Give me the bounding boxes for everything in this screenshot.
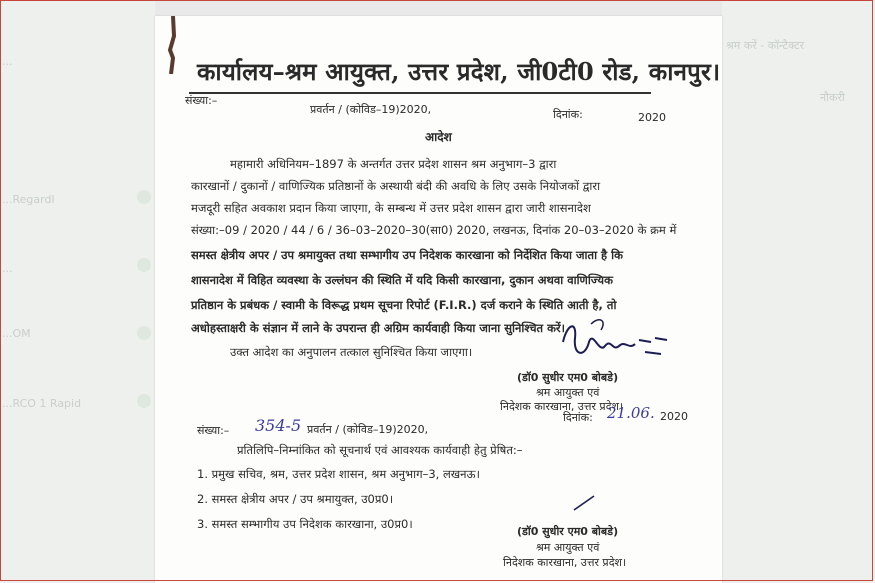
signatory-name: (डॉ0 सुधीर एम0 बोबडे) — [517, 371, 619, 384]
body-line: समस्त क्षेत्रीय अपर / उप श्रमायुक्त तथा सम्भागीय उप निदेशक कारखाना को निर्देशित किया जाता है कि — [191, 248, 623, 262]
background-text: ...RCO 1 Rapid — [2, 397, 82, 410]
signatory-2-designation: श्रम आयुक्त एवं — [536, 541, 600, 554]
copy-date-year: 2020 — [660, 410, 688, 423]
signatory-2-name: (डॉ0 सुधीर एम0 बोबडे) — [517, 525, 619, 538]
office-header: कार्यालय–श्रम आयुक्त, उत्तर प्रदेश, जी0टी0 रोड, कानपुर। — [197, 57, 721, 86]
background-text: श्रम करें - कॉन्टैक्टर — [726, 39, 805, 52]
background-text: ... — [2, 262, 13, 275]
body-line: महामारी अधिनियम–1897 के अन्तर्गत उत्तर प्रदेश शासन श्रम अनुभाग–3 द्वारा — [230, 157, 557, 171]
background-text: नौकरी — [820, 91, 845, 104]
order-title: आदेश — [425, 130, 452, 144]
copy-date-label: दिनांक: — [563, 411, 593, 424]
body-line: शासनादेश में विहित व्यवस्था के उल्लंघन की स्थिति में यदि किसी कारखाना, दुकान अथवा वाणिज्यिक — [191, 273, 613, 287]
body-line: मजदूरी सहित अवकाश प्रदान किया जाएगा, के सम्बन्ध में उत्तर प्रदेश शासन द्वारा जारी शासनादेश — [191, 201, 591, 215]
copy-number-label: संख्या:– — [197, 424, 230, 437]
compliance-line: उक्त आदेश का अनुपालन तत्काल सुनिश्चित किया जाएगा। — [230, 345, 473, 359]
recipient-item: 2. समस्त क्षेत्रीय अपर / उप श्रमायुक्त, उ0प्र0। — [197, 492, 394, 506]
date-year: 2020 — [638, 111, 666, 124]
signatory-designation: निदेशक कारखाना, उत्तर प्रदेश। — [500, 400, 624, 413]
handwritten-number: 354-5 — [255, 416, 302, 435]
body-line: कारखानों / दुकानों / वाणिज्यिक प्रतिष्ठानों के अस्थायी बंदी की अवधि के लिए उसके नियोजकों द्वारा — [191, 179, 601, 193]
background-text: ...OM — [2, 327, 31, 340]
recipient-item: 1. प्रमुख सचिव, श्रम, उत्तर प्रदेश शासन, श्रम अनुभाग–3, लखनऊ। — [197, 467, 480, 481]
date-label: दिनांक: — [553, 108, 583, 121]
number-label: संख्या:– — [185, 94, 218, 107]
signatory-designation: श्रम आयुक्त एवं — [536, 386, 600, 399]
background-text: ... — [2, 55, 13, 68]
body-line: प्रतिष्ठान के प्रबंधक / स्वामी के विरूद्ध प्रथम सूचना रिपोर्ट (F.I.R.) दर्ज कराने के स्थिति आती है, तो — [191, 298, 617, 312]
body-line: अधोहस्ताक्षरी के संज्ञान में लाने के उपरान्त ही अग्रिम कार्यवाही किया जाना सुनिश्चित करें। — [191, 321, 565, 335]
handwritten-date: 21.06. — [607, 404, 655, 422]
background-text: ...Regardl — [2, 193, 55, 206]
reference-number: प्रवर्तन / (कोविड–19)2020, — [310, 103, 432, 116]
recipient-item: 3. समस्त सम्भागीय उप निदेशक कारखाना, उ0प्र0। — [197, 517, 413, 531]
body-line: संख्या:–09 / 2020 / 44 / 6 / 36–03–2020–30(सा0) 2020, लखनऊ, दिनांक 20–03–2020 के क्रम में — [191, 223, 677, 237]
copy-intro: प्रतिलिपि–निम्नांकित को सूचनार्थ एवं आवश्यक कार्यवाही हेतु प्रेषित:– — [237, 443, 523, 457]
copy-reference: प्रवर्तन / (कोविड–19)2020, — [307, 423, 429, 436]
signatory-2-designation: निदेशक कारखाना, उत्तर प्रदेश। — [503, 556, 627, 569]
